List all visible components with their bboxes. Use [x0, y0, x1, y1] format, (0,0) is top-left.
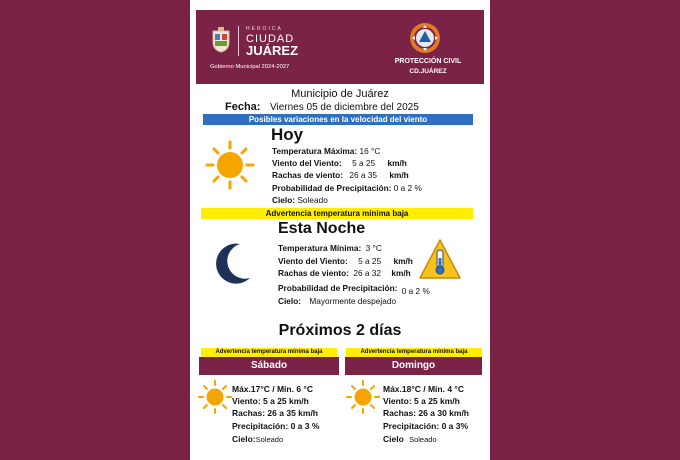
tonight-wind-row: [278, 256, 413, 266]
tonight-wind-value: 5 a 25: [358, 256, 382, 266]
tonight-min-label: Temperatura Mínima:: [278, 243, 362, 253]
tonight-precip-row: [278, 283, 430, 296]
tonight-title: Esta Noche: [278, 220, 366, 237]
municipality-title: Municipio de Juárez: [291, 88, 389, 100]
today-gust-row: [272, 170, 409, 180]
gov-juarez-text: JUÁREZ: [246, 43, 299, 58]
today-gust-value: 26 a 35: [349, 170, 378, 180]
day2-sky-value: Soleado: [409, 435, 437, 444]
wind-variation-banner: Posibles variaciones en la velocidad del viento: [203, 114, 473, 125]
day1-temps: Máx.17°C / Mín. 6 °C: [232, 384, 313, 394]
tonight-min-value: 3 °C: [365, 243, 382, 253]
thermometer-warning-icon: [418, 238, 462, 280]
tonight-gust-label: Rachas de viento:: [278, 268, 350, 278]
day1-precip: Precipitación: 0 a 3 %: [232, 421, 320, 431]
today-max-row: [272, 146, 380, 156]
today-wind-unit: km/h: [387, 158, 407, 168]
gov-heroica-text: HEROICA: [246, 26, 283, 32]
day2-sky-row: [383, 434, 437, 444]
day2-temps: Máx.18°C / Mín. 4 °C: [383, 384, 464, 394]
day2-sky-label: Cielo: [383, 434, 404, 444]
day1-sky-row: [232, 434, 283, 444]
day1-name: Sábado: [199, 357, 339, 375]
today-precip-label: Probabilidad de Precipitación:: [272, 183, 392, 193]
today-max-label: Temperatura Máxima:: [272, 146, 358, 156]
day1-gust: Rachas: 26 a 35 km/h: [232, 408, 318, 418]
day2-sun-icon: [346, 380, 380, 414]
today-gust-unit: km/h: [389, 170, 409, 180]
next-days-title: Próximos 2 días: [278, 322, 402, 339]
gov-ciudad-text: CIUDAD: [246, 33, 295, 45]
civil-protection-subtitle: CD.JUÁREZ: [409, 68, 447, 75]
coat-of-arms-icon: [211, 27, 231, 53]
tonight-precip-value: 0 a 2 %: [401, 286, 430, 296]
tonight-gust-unit: km/h: [391, 268, 411, 278]
day2-precip: Precipitación: 0 a 3%: [383, 421, 469, 431]
today-max-value: 16 °C: [359, 146, 381, 156]
gov-period-text: Gobierno Municipal 2024-2027: [210, 64, 290, 70]
bulletin-sheet: [190, 0, 490, 460]
today-title: Hoy: [271, 125, 304, 144]
today-precip-row: [272, 183, 422, 193]
day1-sky-value: Soleado: [255, 435, 284, 444]
day2-wind: Viento: 5 a 25 km/h: [383, 396, 460, 406]
day1-sky-label: Cielo:: [232, 434, 256, 444]
day2-gust: Rachas: 26 a 30 km/h: [383, 408, 469, 418]
tonight-wind-unit: km/h: [393, 256, 413, 266]
today-wind-row: [272, 158, 407, 168]
tonight-sky-label: Cielo:: [278, 296, 302, 306]
today-wind-label: Viento del Viento:: [272, 158, 342, 168]
today-wind-value: 5 a 25: [352, 158, 376, 168]
today-precip-value: 0 a 2 %: [393, 183, 422, 193]
day2-warning: Advertencia temperatura mínima baja: [346, 348, 482, 357]
moon-icon: [210, 240, 254, 288]
tonight-cold-warning: Advertencia temperatura mínima baja: [201, 208, 473, 219]
logo-divider: [238, 26, 239, 56]
today-sky-label: Cielo:: [272, 195, 296, 205]
day1-warning: Advertencia temperatura mínima baja: [201, 348, 337, 357]
header-banner: [196, 10, 484, 84]
day1-wind: Viento: 5 a 25 km/h: [232, 396, 309, 406]
civil-protection-logo-icon: [409, 22, 441, 54]
tonight-precip-label: Probabilidad de Precipitación:: [278, 283, 398, 293]
date-value: Viernes 05 de diciembre del 2025: [270, 102, 419, 113]
tonight-sky-row: [278, 296, 396, 306]
day2-name: Domingo: [345, 357, 482, 375]
today-sky-value: Soleado: [297, 195, 328, 205]
sun-icon: [204, 140, 256, 190]
tonight-gust-value: 26 a 32: [353, 268, 382, 278]
tonight-wind-label: Viento del Viento:: [278, 256, 348, 266]
tonight-min-row: [278, 243, 382, 253]
today-gust-label: Rachas de viento:: [272, 170, 344, 180]
tonight-gust-row: [278, 268, 411, 278]
day1-sun-icon: [198, 380, 232, 414]
tonight-sky-value: Mayormente despejado: [309, 296, 397, 306]
date-label: Fecha:: [225, 101, 261, 113]
today-sky-row: [272, 195, 328, 205]
civil-protection-title: PROTECCIÓN CIVIL: [394, 58, 462, 65]
